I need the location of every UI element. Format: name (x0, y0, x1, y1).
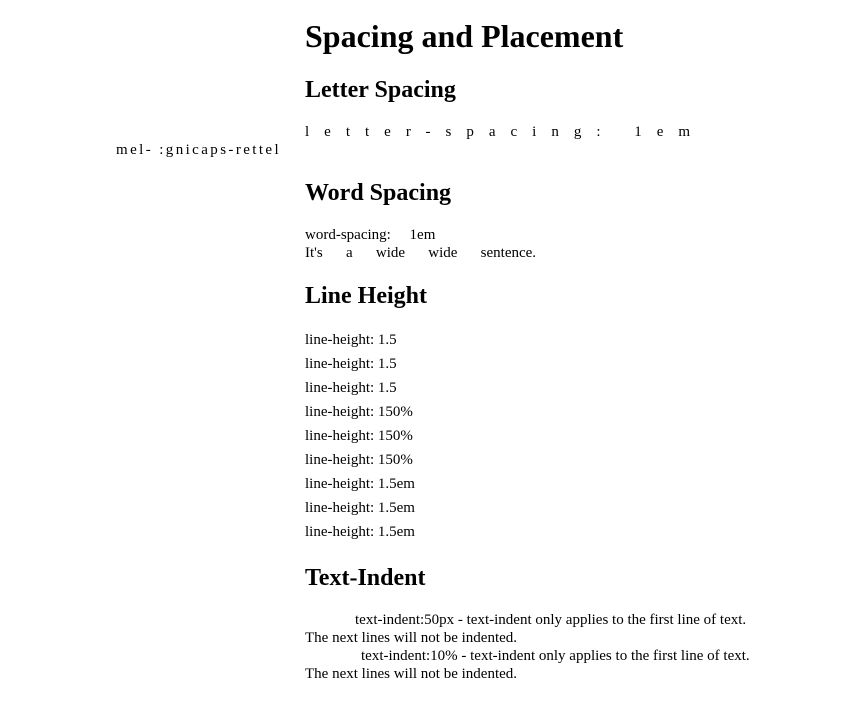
word-spacing-sentence: It's a wide wide sentence. (305, 245, 537, 261)
page-title: Spacing and Placement (305, 18, 624, 54)
letter-spacing-heading: Letter Spacing (305, 77, 456, 103)
text-indent-50px-first-line: text-indent:50px - text-indent only applies to the first line of text. (355, 612, 747, 628)
line-height-item: line-height: 1.5 (305, 356, 397, 372)
line-height-item: line-height: 150% (305, 404, 413, 420)
text-indent-50px-second-line: The next lines will not be indented. (305, 630, 518, 646)
word-spacing-text: word-spacing: 1em (305, 227, 436, 243)
word-spacing-heading: Word Spacing (305, 180, 452, 206)
line-height-item: line-height: 1.5 (305, 332, 397, 348)
text-indent-10pct-second-line: The next lines will not be indented. (305, 666, 518, 682)
text-indent-heading: Text-Indent (305, 565, 426, 591)
line-height-item: line-height: 1.5em (305, 476, 415, 492)
letter-spacing-text: letter-spacing: 1em (305, 124, 706, 140)
line-height-item: line-height: 1.5 (305, 380, 397, 396)
line-height-item: line-height: 1.5em (305, 524, 415, 540)
line-height-item: line-height: 150% (305, 452, 413, 468)
text-indent-10pct-first-line: text-indent:10% - text-indent only applies to the first line of text. (361, 648, 750, 664)
line-height-item: line-height: 1.5em (305, 500, 415, 516)
line-height-item: line-height: 150% (305, 428, 413, 444)
letter-spacing-reversed-text: mel- :gnicaps-rettel (116, 142, 282, 158)
line-height-heading: Line Height (305, 283, 428, 309)
